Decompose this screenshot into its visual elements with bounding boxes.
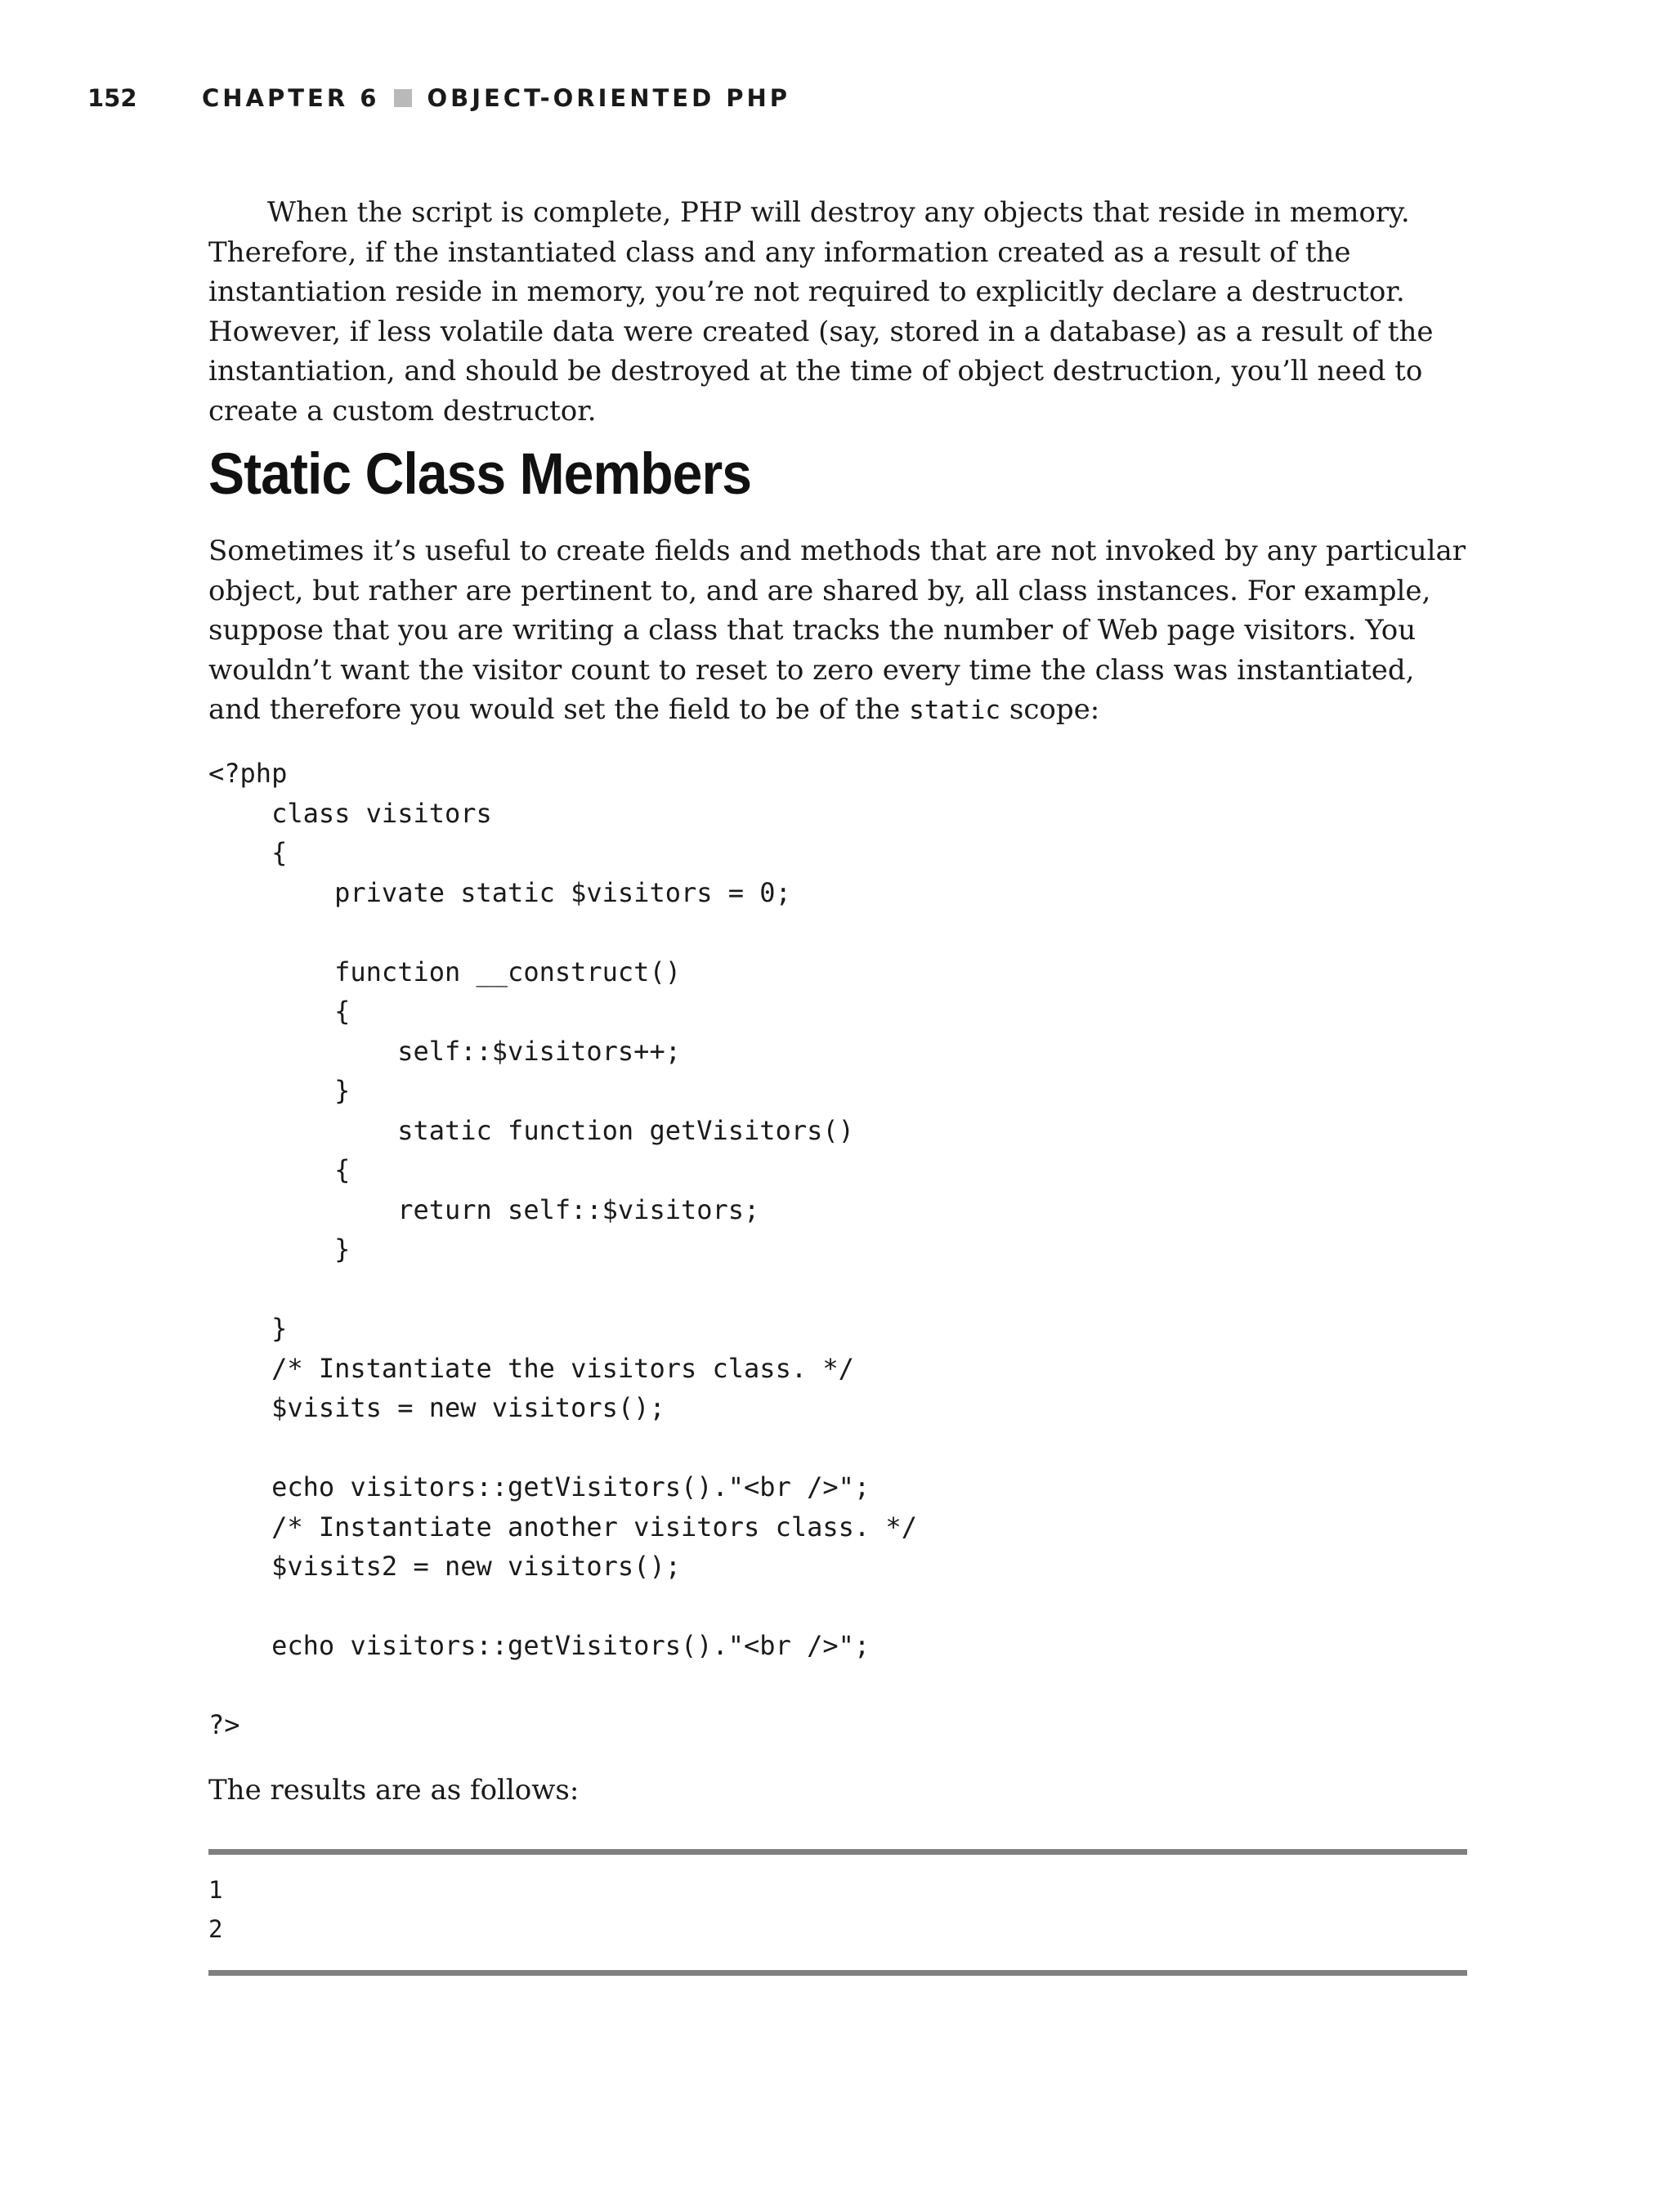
paragraph-results-intro: The results are as follows: [208,1774,580,1807]
paragraph-text-end: scope: [1009,693,1100,726]
output-rule-top [208,1849,1467,1855]
code-listing: <?php class visitors { private static $visitors = 0; function __construct() { self::$visitors++; } static function getVisitors() { return self::$visitors; } } /* Instantiate the visitors class. */ $visits = new visitors(); echo visitors::getVisitors()."<br />"; /* Instantiate another visitors class. */ $visits2 = new visitors(); echo visitors::getVisitors()."<br />"; ?> [208,758,917,1740]
paragraph-static-members [208,531,1467,731]
page-number: 152 [87,84,137,112]
chapter-title: OBJECT-ORIENTED PHP [427,84,791,112]
paragraph-destructor-note: When the script is complete, PHP will destroy any objects that reside in memory. Therefore, if the instantiated class and any information created as a result of the instantiation reside in memory, you’re not required to explicitly declare a destructor. However, if less volatile data were created (say, stored in a database) as a result of the instantiation, and should be destroyed at the time of object destruction, you’ll need to create a custom destructor. [208,196,1434,428]
inline-code-static: static [909,696,1001,725]
section-heading: Static Class Members [208,442,752,507]
output-listing: 1 2 [208,1876,223,1943]
output-rule-bottom [208,1970,1467,1976]
paragraph-text: Sometimes it’s useful to create fields and methods that are not invoked by any particular object, but rather are pertinent to, and are shared by, all class instances. For example, suppose that you are writing a class that tracks the number of Web page visitors. You wouldn’t want the visitor count to reset to zero every time the class was instantiated, and therefore you would set the field to be of the [208,535,1466,726]
chapter-label: CHAPTER 6 [202,84,380,112]
running-head [87,80,790,116]
square-separator-icon [394,89,412,107]
